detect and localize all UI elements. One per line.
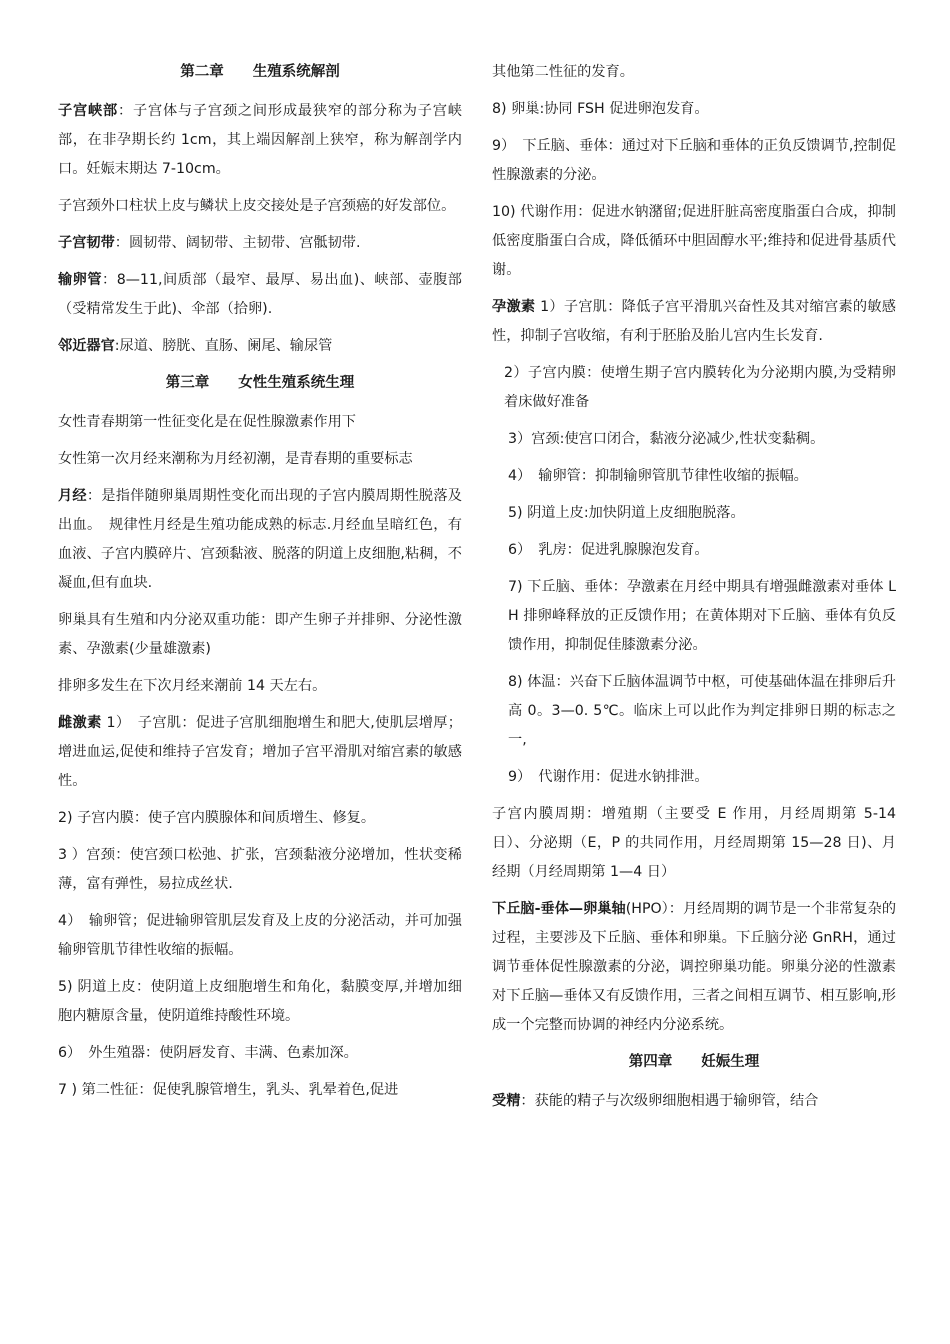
fertilization-paragraph: 受精：获能的精子与次级卵细胞相遇于输卵管，结合 [492,1093,819,1109]
chapter-3-title: 第三章 女性生殖系统生理 [165,375,355,391]
term: 受精 [492,1093,521,1109]
progesterone-item-3: 3）宫颈:使宫口闭合，黏液分泌减少,性状变黏稠。 [508,431,825,447]
menstruation-paragraph: 月经：是指伴随卵巢周期性变化而出现的子宫内膜周期性脱落及出血。 规律性月经是生殖功能成熟的标志.月经血呈暗红色，有血液、子宫内膜碎片、宫颈黏液、脱落的阴道上皮细胞,粘稠，不凝血,但有血块. [58,488,462,591]
cervix-paragraph: 子宫颈外口柱状上皮与鳞状上皮交接处是子宫颈癌的好发部位。 [58,198,456,214]
estrogen-item-7-continued: 其他第二性征的发育。 [492,64,634,80]
ovary-function-paragraph: 卵巢具有生殖和内分泌双重功能：即产生卵子并排卵、分泌性激素、孕激素(少量雄激素) [58,612,462,657]
estrogen-item-7: 7 ) 第二性征：促使乳腺管增生，乳头、乳晕着色,促进 [58,1082,399,1098]
fallopian-tube-paragraph: 输卵管：8—11,间质部（最窄、最厚、易出血)、峡部、壶腹部（受精常发生于此)、伞部（拾卵). [58,272,462,317]
chapter-4-title: 第四章 妊娠生理 [628,1054,760,1070]
term: 孕激素 [492,299,536,315]
estrogen-item-2: 2) 子宫内膜：使子宫内膜腺体和间质增生、修复。 [58,810,376,826]
estrogen-item-8: 8) 卵巢:协同 FSH 促进卵泡发育。 [492,101,709,117]
endometrial-cycle-paragraph: 子宫内膜周期：增殖期（主要受 E 作用，月经周期第 5-14 日）、分泌期（E，P 的共同作用，月经周期第 15—28 日)、月经期（月经周期第 1—4 日） [492,806,896,880]
estrogen-paragraph: 雌激素 1） 子宫肌：促进子宫肌细胞增生和肥大,使肌层增厚；增进血运,促使和维持子宫发育；增加子宫平滑肌对缩宫素的敏感性。 [58,715,462,789]
progesterone-item-8: 8) 体温：兴奋下丘脑体温调节中枢，可使基础体温在排卵后升高 0。3—0. 5℃。临床上可以此作为判定排卵日期的标志之一, [508,674,896,748]
menarche-paragraph: 女性第一次月经来潮称为月经初潮，是青春期的重要标志 [58,451,413,467]
ovulation-paragraph: 排卵多发生在下次月经来潮前 14 天左右。 [58,678,327,694]
progesterone-item-9: 9） 代谢作用：促进水钠排泄。 [508,769,709,785]
right-column [492,58,896,1124]
progesterone-paragraph: 孕激素 1）子宫肌：降低子宫平滑肌兴奋性及其对缩宫素的敏感性，抑制子宫收缩，有利于胚胎及胎儿宫内生长发育. [492,299,896,344]
term: 子宫峡部 [58,103,118,119]
puberty-paragraph: 女性青春期第一性征变化是在促性腺激素作用下 [58,414,356,430]
uterine-ligament-paragraph: 子宫韧带：圆韧带、阔韧带、主韧带、宫骶韧带. [58,235,361,251]
progesterone-item-6: 6） 乳房：促进乳腺腺泡发育。 [508,542,709,558]
estrogen-item-4: 4） 输卵管；促进输卵管肌层发育及上皮的分泌活动，并可加强输卵管肌节律性收缩的振幅。 [58,913,462,958]
chapter-2-title: 第二章 生殖系统解剖 [180,64,340,80]
term: 雌激素 [58,715,102,731]
progesterone-item-7: 7) 下丘脑、垂体：孕激素在月经中期具有增强雌激素对垂体 LH 排卵峰释放的正反馈作用；在黄体期对下丘脑、垂体有负反馈作用，抑制促佳膝激素分泌。 [508,579,896,653]
adjacent-organs-paragraph: 邻近器官:尿道、膀胱、直肠、阑尾、输尿管 [58,338,333,354]
progesterone-item-2: 2）子宫内膜：使增生期子宫内膜转化为分泌期内膜,为受精卵着床做好准备 [504,365,896,410]
term: 输卵管 [58,272,103,288]
uterine-isthmus-paragraph: 子宫峡部：子宫体与子宫颈之间形成最狭窄的部分称为子宫峡部，在非孕期长约 1cm，其上端因解剖上狭窄，称为解剖学内口。妊娠末期达 7-10cm。 [58,103,462,177]
progesterone-item-4: 4） 输卵管：抑制输卵管肌节律性收缩的振幅。 [508,468,808,484]
estrogen-item-3: 3 ）宫颈：使宫颈口松弛、扩张，宫颈黏液分泌增加，性状变稀薄，富有弹性，易拉成丝状. [58,847,462,892]
term: 子宫韧带 [58,235,115,251]
estrogen-item-9: 9） 下丘脑、垂体：通过对下丘脑和垂体的正负反馈调节,控制促性腺激素的分泌。 [492,138,896,183]
estrogen-item-5: 5) 阴道上皮：使阴道上皮细胞增生和角化，黏膜变厚,并增加细胞内糖原含量，使阴道维持酸性环境。 [58,979,462,1024]
left-column [58,58,462,1113]
term: 月经 [58,488,87,504]
estrogen-item-10: 10) 代谢作用：促进水钠潴留;促进肝脏高密度脂蛋白合成，抑制低密度脂蛋白合成，降低循环中胆固醇水平;维持和促进骨基质代谢。 [492,204,896,278]
term: 邻近器官 [58,338,115,354]
estrogen-item-6: 6） 外生殖器：使阴唇发育、丰满、色素加深。 [58,1045,358,1061]
term: 下丘脑-垂体—卵巢轴 [492,901,626,917]
progesterone-item-5: 5) 阴道上皮:加快阴道上皮细胞脱落。 [508,505,745,521]
hpo-axis-paragraph: 下丘脑-垂体—卵巢轴(HPO）：月经周期的调节是一个非常复杂的过程，主要涉及下丘脑、垂体和卵巢。下丘脑分泌 GnRH，通过调节垂体促性腺激素的分泌，调控卵巢功能。卵巢分泌的性激素对下丘脑—垂体又有反馈作用，三者之间相互调节、相互影响,形成一个完整而协调的神经内分泌系统。 [492,901,897,1033]
